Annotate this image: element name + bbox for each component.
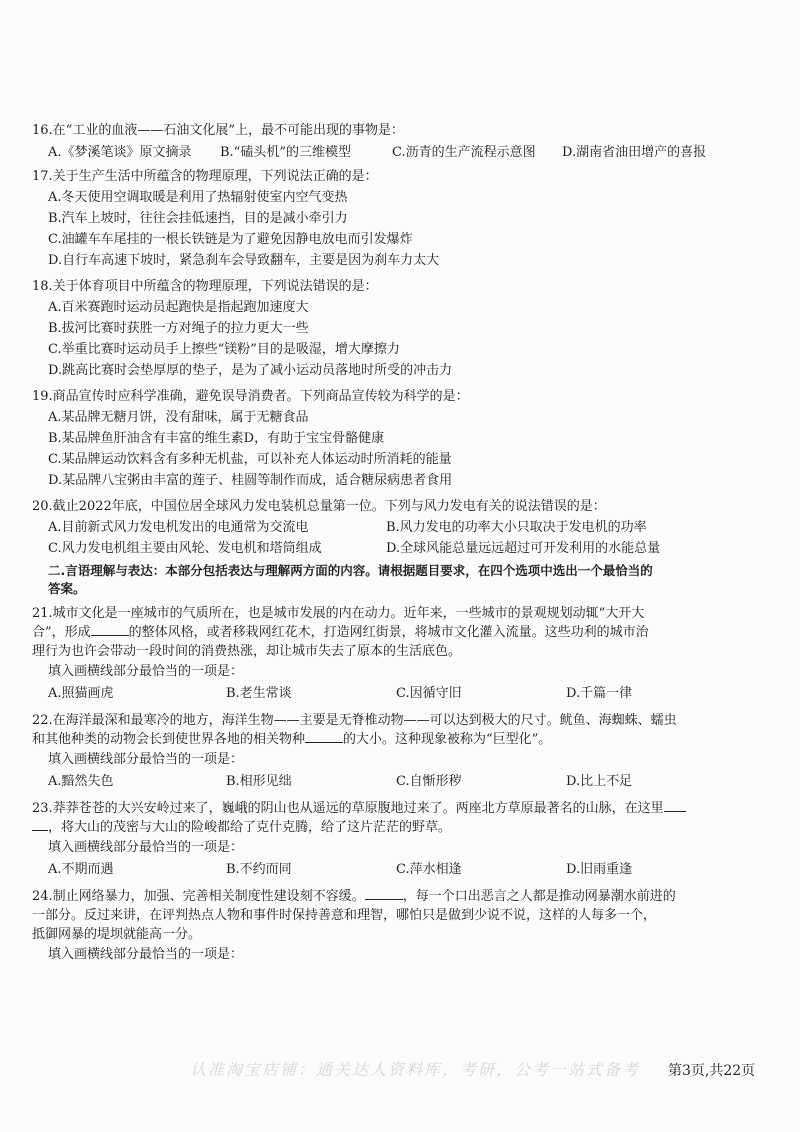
question-stem: 20.截止2022年底，中国位居全球风力发电装机总量第一位。下列与风力发电有关的说法错误的是： (32, 499, 606, 514)
question-stem: 18.关于体育项目中所蕴含的物理原理，下列说法错误的是： (32, 279, 378, 294)
option-d: D.比上不足 (566, 774, 633, 789)
stem-text: 的大小。这种现象被称为“巨型化”。 (343, 732, 552, 747)
question-stem-line: 22.在海洋最深和最寒冷的地方，海洋生物——主要是无脊椎动物——可以达到极大的尺寸。鱿鱼、海蜘蛛、蠕虫 (32, 713, 677, 728)
section-heading (32, 562, 772, 598)
fill-blank (32, 818, 48, 831)
section-heading-line: 答案。 (48, 581, 86, 596)
option-b: B.风力发电的功率大小只取决于发电机的功率 (386, 520, 647, 535)
fill-prompt: 填入画横线部分最恰当的一项是： (48, 664, 244, 679)
option-b: B.“磕头机”的三维模型 (220, 145, 351, 160)
option-c: C.某品牌运动饮料含有多种无机盐，可以补充人体运动时所消耗的能量 (48, 452, 452, 467)
option-d: D.旧雨重逢 (566, 862, 633, 877)
option-b: B.某品牌鱼肝油含有丰富的维生素D，有助于宝宝骨骼健康 (48, 431, 385, 446)
option-b: B.拔河比赛时获胜一方对绳子的拉力更大一些 (48, 321, 309, 336)
fill-blank (664, 799, 686, 812)
question-16 (32, 121, 772, 162)
option-a: A.冬天使用空调取暖是利用了热辐射使室内空气变热 (48, 190, 348, 205)
question-24 (32, 887, 772, 964)
option-b: B.不约而同 (226, 862, 292, 877)
stem-text: ，每一个口出恶言之人都是推动网暴潮水前进的 (402, 889, 676, 904)
option-a: A.照猫画虎 (48, 686, 114, 701)
option-row (32, 684, 772, 703)
stem-text: 的整体风格，或者移栽网红花木，打造网红街景，将城市文化灌入流量。这些功利的城市治 (128, 625, 649, 640)
question-stem: 19.商品宣传时应科学准确，避免误导消费者。下列商品宣传较为科学的是： (32, 389, 469, 404)
option-d: D.千篇一律 (566, 686, 633, 701)
question-stem-line: 理行为也许会带动一段时间的消费热涨，却让城市失去了原本的生活底色。 (32, 644, 462, 659)
option-c: C.举重比赛时运动员手上擦些“镁粉”目的是吸湿，增大摩擦力 (48, 342, 400, 357)
option-c: C.沥青的生产流程示意图 (392, 145, 536, 160)
fill-blank (365, 887, 403, 900)
question-stem: 17.关于生产生活中所蕴含的物理原理，下列说法正确的是： (32, 169, 378, 184)
option-c: C.风力发电机组主要由风轮、发电机和塔筒组成 (48, 541, 322, 556)
question-17 (32, 167, 772, 270)
question-stem-line (32, 887, 772, 906)
option-b: B.老生常谈 (226, 686, 292, 701)
question-stem-line: 一部分。反过来讲，在评判热点人物和事件时保持善意和理智，哪怕只是做到少说不说，这样的人每多一个， (32, 908, 657, 923)
question-20 (32, 497, 772, 558)
fill-blank (91, 623, 129, 636)
option-d: D.跳高比赛时会垫厚厚的垫子，是为了减小运动员落地时所受的冲击力 (48, 363, 453, 378)
section-heading-line: 二.言语理解与表达：本部分包括表达与理解两方面的内容。请根据题目要求，在四个选项中选出一个最恰当的 (48, 563, 653, 578)
stem-text: 24.制止网络暴力，加强、完善相关制度性建设刻不容缓。 (32, 889, 365, 904)
option-d: D.某品牌八宝粥由丰富的莲子、桂圆等制作而成，适合糖尿病患者食用 (48, 473, 453, 488)
option-row (32, 518, 772, 537)
page-content (32, 121, 772, 965)
question-21 (32, 604, 772, 703)
option-row (32, 143, 772, 162)
stem-text: ，将大山的茂密与大山的险峻都给了克什克腾，给了这片茫茫的野草。 (48, 820, 452, 835)
option-c: C.因循守旧 (396, 686, 462, 701)
option-b: B.汽车上坡时，往往会挂低速挡，目的是减小牵引力 (48, 211, 348, 226)
question-stem-line (32, 818, 772, 837)
option-a: A.某品牌无糖月饼，没有甜味，属于无糖食品 (48, 410, 309, 425)
option-row (32, 860, 772, 879)
option-row (32, 772, 772, 791)
option-a: A.《梦溪笔谈》原文摘录 (48, 145, 192, 160)
option-d: D.自行车高速下坡时，紧急刹车会导致翻车，主要是因为刹车力太大 (48, 253, 440, 268)
option-c: C.油罐车车尾挂的一根长铁链是为了避免因静电放电而引发爆炸 (48, 232, 413, 247)
option-a: A.百米赛跑时运动员起跑快是指起跑加速度大 (48, 300, 309, 315)
fill-blank (305, 730, 343, 743)
option-row (32, 539, 772, 558)
question-22 (32, 711, 772, 791)
question-stem-line (32, 623, 772, 642)
option-b: B.相形见绌 (226, 774, 292, 789)
fill-prompt: 填入画横线部分最恰当的一项是： (48, 947, 244, 962)
option-c: C.萍水相逢 (396, 862, 462, 877)
option-a: A.黯然失色 (48, 774, 114, 789)
question-23 (32, 799, 772, 879)
option-a: A.不期而遇 (48, 862, 114, 877)
stem-text: 和其他种类的动物会长到使世界各地的相关物种 (32, 732, 306, 747)
question-18 (32, 277, 772, 380)
option-d: D.湖南省油田增产的喜报 (562, 145, 707, 160)
stem-text: 23.莽莽苍苍的大兴安岭过来了，巍峨的阴山也从遥远的草原腹地过来了。两座北方草原最著名的山脉，在这里 (32, 801, 664, 816)
question-stem-line (32, 799, 772, 818)
stem-text: 合”，形成 (32, 625, 91, 640)
option-a: A.目前新式风力发电机发出的电通常为交流电 (48, 520, 309, 535)
page-footer (0, 1060, 800, 1090)
question-stem-line: 21.城市文化是一座城市的气质所在，也是城市发展的内在动力。近年来，一些城市的景观规划动辄“大开大 (32, 606, 645, 621)
option-d: D.全球风能总量远远超过可开发利用的水能总量 (386, 541, 661, 556)
fill-prompt: 填入画横线部分最恰当的一项是： (48, 752, 244, 767)
fill-prompt: 填入画横线部分最恰当的一项是： (48, 840, 244, 855)
page-number: 第3页,共22页 (668, 1063, 756, 1079)
question-stem-line: 抵御网暴的堤坝就能高一分。 (32, 927, 202, 942)
watermark-text: 认准淘宝店铺：通关达人资料库，考研，公考一站式备考 (190, 1060, 641, 1079)
question-stem: 16.在“工业的血液——石油文化展”上，最不可能出现的事物是： (32, 123, 404, 138)
question-stem-line (32, 730, 772, 749)
question-19 (32, 387, 772, 490)
option-c: C.自惭形秽 (396, 774, 462, 789)
